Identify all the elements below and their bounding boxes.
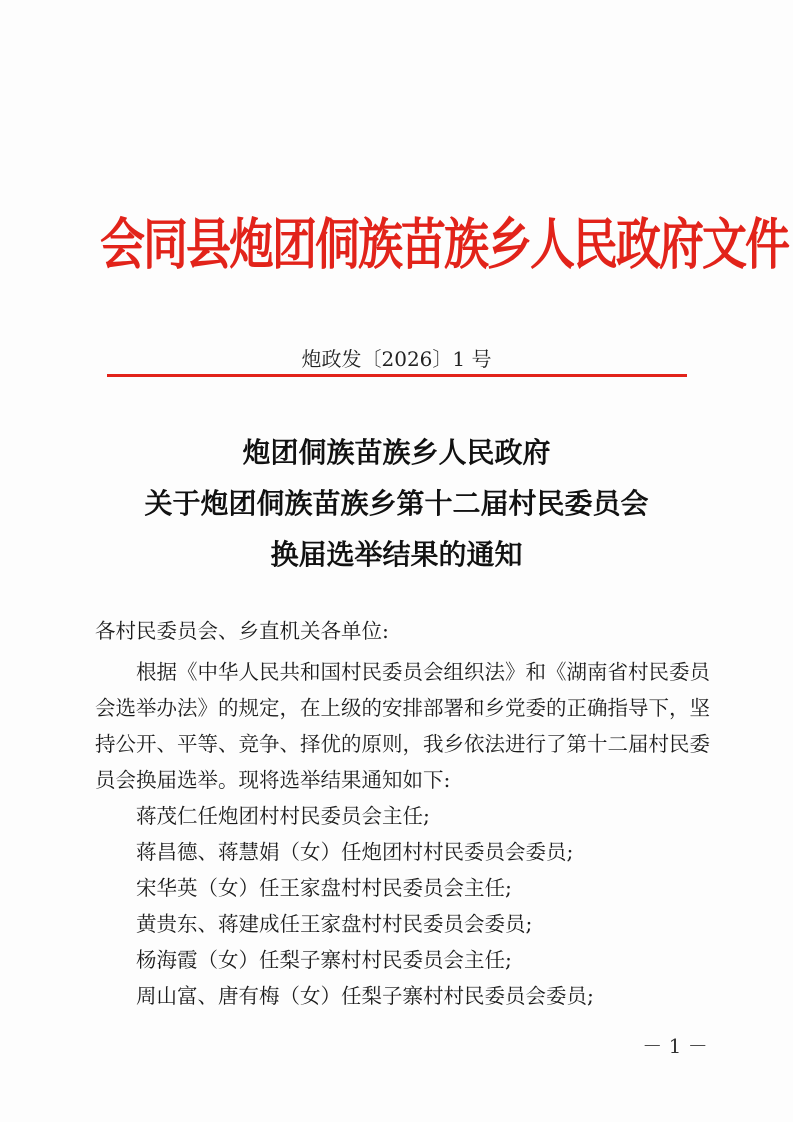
result-item: 杨海霞（女）任梨子寨村村民委员会主任; bbox=[136, 948, 512, 972]
notice-title-line-1: 炮团侗族苗族乡人民政府 bbox=[242, 436, 551, 469]
election-results-list bbox=[95, 798, 710, 1014]
result-item: 蒋昌德、蒋慧娟（女）任炮团村村民委员会委员; bbox=[136, 840, 574, 864]
result-item: 周山富、唐有梅（女）任梨子寨村村民委员会委员; bbox=[136, 984, 594, 1008]
body-paragraph: 根据《中华人民共和国村民委员会组织法》和《湖南省村民委员会选举办法》的规定，在上级的安排部署和乡党委的正确指导下，坚持公开、平等、竞争、择优的原则，我乡依法进行了第十二届村民委员会换届选举。现将选举结果通知如下: bbox=[95, 660, 710, 792]
red-separator-line bbox=[107, 374, 687, 377]
notice-title-line-3: 换届选举结果的通知 bbox=[270, 538, 523, 571]
document-masthead: 会同县炮团侗族苗族乡人民政府文件 bbox=[100, 212, 789, 277]
salutation: 各村民委员会、乡直机关各单位: bbox=[95, 619, 389, 643]
page-number: － 1 － bbox=[642, 1034, 708, 1058]
result-item: 宋华英（女）任王家盘村村民委员会主任; bbox=[136, 876, 512, 900]
document-number: 炮政发〔2026〕1 号 bbox=[301, 347, 492, 371]
result-item: 蒋茂仁任炮团村村民委员会主任; bbox=[136, 804, 430, 828]
notice-title-line-2: 关于炮团侗族苗族乡第十二届村民委员会 bbox=[144, 487, 649, 520]
result-item: 黄贵东、蒋建成任王家盘村村民委员会委员; bbox=[136, 912, 533, 936]
